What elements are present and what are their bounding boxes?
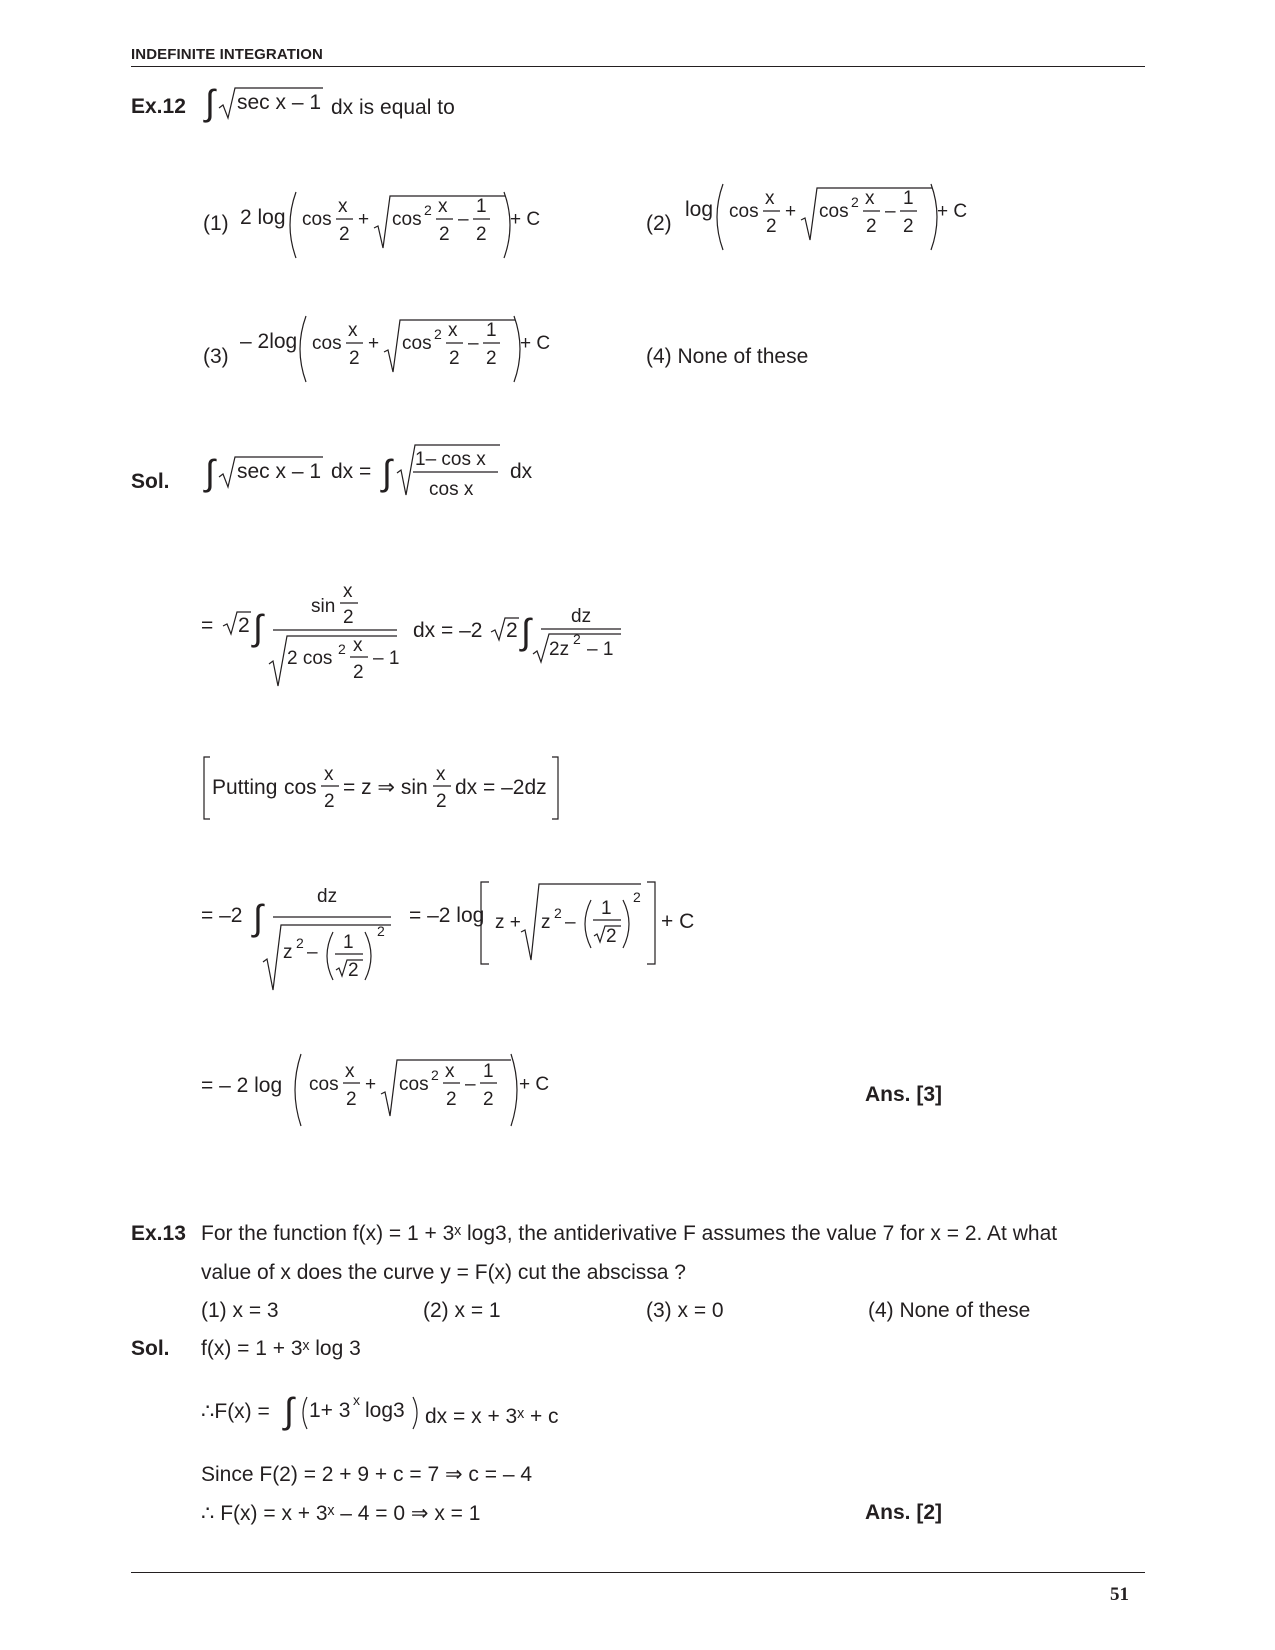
ex12-option4-num: (4) [646,345,672,368]
svg-text:= –2 log: = –2 log [409,904,485,927]
svg-text:2: 2 [851,194,859,210]
svg-text:1: 1 [476,196,487,217]
svg-text:x: x [353,1392,360,1408]
svg-text:cos: cos [284,776,317,799]
ex12-sol-step1 [205,445,545,505]
svg-text:2: 2 [349,348,360,369]
svg-text:2: 2 [348,960,359,981]
svg-text:dx = –2dz: dx = –2dz [455,776,547,799]
ex13-question-line1: For the function f(x) = 1 + 3ˣ log3, the antiderivative F assumes the value 7 for x = 2. At what [201,1222,1058,1245]
svg-text:–: – [468,333,479,354]
svg-text:2: 2 [633,889,641,905]
svg-text:2: 2 [339,224,350,245]
svg-text:2: 2 [483,1089,494,1110]
svg-text:1: 1 [601,898,612,919]
ex13-question-line2: value of x does the curve y = F(x) cut the abscissa ? [201,1261,686,1284]
svg-text:=: = [201,614,214,637]
svg-text:2: 2 [606,926,617,947]
svg-text:∫: ∫ [205,452,215,493]
svg-text:2: 2 [446,1089,457,1110]
ex12-sol-label: Sol. [131,470,170,493]
svg-text:2: 2 [238,614,250,637]
ex12-option1-expression [240,188,550,263]
svg-text:2: 2 [338,641,346,657]
svg-text:sin: sin [311,596,336,617]
ex13-sol-line2-tail: dx = x + 3ˣ + c [425,1405,559,1428]
svg-text:+ C: + C [937,201,968,222]
svg-text:x: x [345,1061,355,1082]
svg-text:– 1: – 1 [373,648,400,669]
ex12-option2-num: (2) [646,212,672,235]
ex13-sol-label: Sol. [131,1337,170,1360]
svg-text:z +: z + [495,912,521,933]
svg-text:2: 2 [424,202,432,218]
svg-text:= – 2 log: = – 2 log [201,1074,283,1097]
svg-text:+: + [365,1074,377,1095]
svg-text:1+ 3: 1+ 3 [309,1399,351,1422]
ex13-sol-line3: Since F(2) = 2 + 9 + c = 7 ⇒ c = – 4 [201,1463,533,1486]
svg-text:z: z [541,912,551,933]
svg-text:+: + [368,333,380,354]
svg-text:–: – [465,1074,476,1095]
svg-text:+: + [358,209,370,230]
svg-text:2: 2 [506,619,518,642]
svg-text:2: 2 [439,224,450,245]
svg-text:2: 2 [766,216,777,237]
svg-text:2: 2 [554,905,562,921]
svg-text:∫: ∫ [253,897,263,938]
footer-rule [131,1572,1145,1573]
svg-text:2: 2 [343,607,354,628]
svg-text:x: x [338,196,348,217]
svg-text:z: z [283,942,293,963]
page-number: 51 [1110,1584,1129,1605]
svg-text:2: 2 [346,1089,357,1110]
svg-text:2: 2 [434,326,442,342]
ex13-option4: (4) None of these [868,1299,1031,1322]
svg-text:1: 1 [483,1061,494,1082]
svg-text:+ C: + C [661,910,695,933]
running-header: INDEFINITE INTEGRATION [131,46,323,63]
svg-text:cos: cos [392,209,422,230]
ex13-option1: (1) x = 3 [201,1299,279,1322]
svg-text:cos: cos [399,1074,429,1095]
svg-text:cos: cos [729,201,759,222]
ex12-option2-prefix: log [685,198,714,221]
svg-text:∫: ∫ [205,82,215,123]
svg-text:cos: cos [402,333,432,354]
svg-text:cos: cos [312,333,342,354]
svg-text:dx: dx [510,460,533,483]
ex12-option1-prefix: 2 log [240,206,286,229]
svg-text:cos: cos [309,1074,339,1095]
svg-text:2: 2 [353,662,364,683]
ex12-sol-step2 [201,582,631,692]
ex12-option1-num: (1) [203,212,229,235]
ex13-option2: (2) x = 1 [423,1299,501,1322]
svg-text:2: 2 [476,224,487,245]
svg-text:= z ⇒ sin: = z ⇒ sin [343,776,428,799]
svg-text:x: x [765,188,775,209]
svg-text:2: 2 [431,1067,439,1083]
svg-text:1: 1 [903,188,914,209]
svg-text:log3: log3 [365,1399,405,1422]
svg-text:sec x – 1: sec x – 1 [237,460,322,483]
ex12-option2-expression [685,180,985,255]
svg-text:2: 2 [436,791,447,812]
svg-text:2z: 2z [549,639,570,660]
ex12-integrand [205,82,325,132]
ex12-option4 [646,345,808,369]
ex13-sol-line1: f(x) = 1 + 3ˣ log 3 [201,1337,361,1360]
svg-text:2 cos: 2 cos [287,648,333,669]
svg-text:2: 2 [486,348,497,369]
svg-text:–: – [565,912,576,933]
svg-text:dx = –2: dx = –2 [413,619,483,642]
header-rule [131,66,1145,67]
svg-text:x: x [436,764,446,785]
ex13-label: Ex.13 [131,1222,186,1245]
svg-text:cos: cos [819,201,849,222]
ex13-answer: Ans. [2] [865,1501,943,1524]
svg-text:– 1: – 1 [587,639,614,660]
svg-text:dx =: dx = [331,460,372,483]
svg-text:x: x [865,188,875,209]
ex12-option3-prefix: – 2log [240,330,298,353]
svg-text:2: 2 [296,935,304,951]
ex12-option4-text: None of these [677,345,809,368]
ex12-answer: Ans. [3] [865,1083,943,1106]
svg-text:x: x [324,764,334,785]
svg-text:–: – [458,209,469,230]
svg-text:x: x [353,635,363,656]
svg-text:2: 2 [903,216,914,237]
svg-text:2: 2 [866,216,877,237]
svg-text:1– cos x: 1– cos x [415,449,486,470]
svg-text:x: x [438,196,448,217]
svg-text:–: – [307,942,318,963]
ex13-sol-integral [201,1385,431,1435]
svg-text:cos: cos [302,209,332,230]
svg-text:2: 2 [449,348,460,369]
svg-text:dz: dz [317,886,338,907]
svg-text:= –2: = –2 [201,904,243,927]
ex13-option3: (3) x = 0 [646,1299,724,1322]
svg-text:+ C: + C [510,209,541,230]
svg-text:∫: ∫ [521,611,531,652]
svg-text:x: x [445,1061,455,1082]
svg-text:2: 2 [573,631,581,647]
ex13-sol-line4: ∴ F(x) = x + 3ˣ – 4 = 0 ⇒ x = 1 [201,1502,481,1525]
svg-text:1: 1 [486,320,497,341]
svg-text:dz: dz [571,606,592,627]
svg-text:x: x [348,320,358,341]
svg-text:1: 1 [343,932,354,953]
svg-text:∫: ∫ [253,607,263,648]
svg-text:∫: ∫ [382,452,392,493]
ex12-option3-expression [240,312,570,387]
ex12-sol-substitution [200,755,580,821]
svg-text:cos x: cos x [429,479,474,500]
svg-text:+ C: + C [520,333,551,354]
svg-text:+: + [785,201,797,222]
svg-text:∴F(x) =: ∴F(x) = [201,1400,270,1423]
ex12-sol-step3 [201,880,721,1000]
svg-text:sec x – 1: sec x – 1 [237,91,322,114]
svg-text:∫: ∫ [284,1390,294,1431]
ex12-question-text: dx is equal to [331,96,455,119]
svg-text:x: x [343,581,353,602]
ex12-option3-num: (3) [203,345,229,368]
svg-text:2: 2 [324,791,335,812]
ex12-label: Ex.12 [131,95,186,118]
ex12-sol-step4 [201,1050,581,1130]
svg-text:+ C: + C [519,1074,550,1095]
svg-text:–: – [885,201,896,222]
ex12-putting-label: Putting [212,776,278,799]
svg-text:2: 2 [377,923,385,939]
svg-text:x: x [448,320,458,341]
